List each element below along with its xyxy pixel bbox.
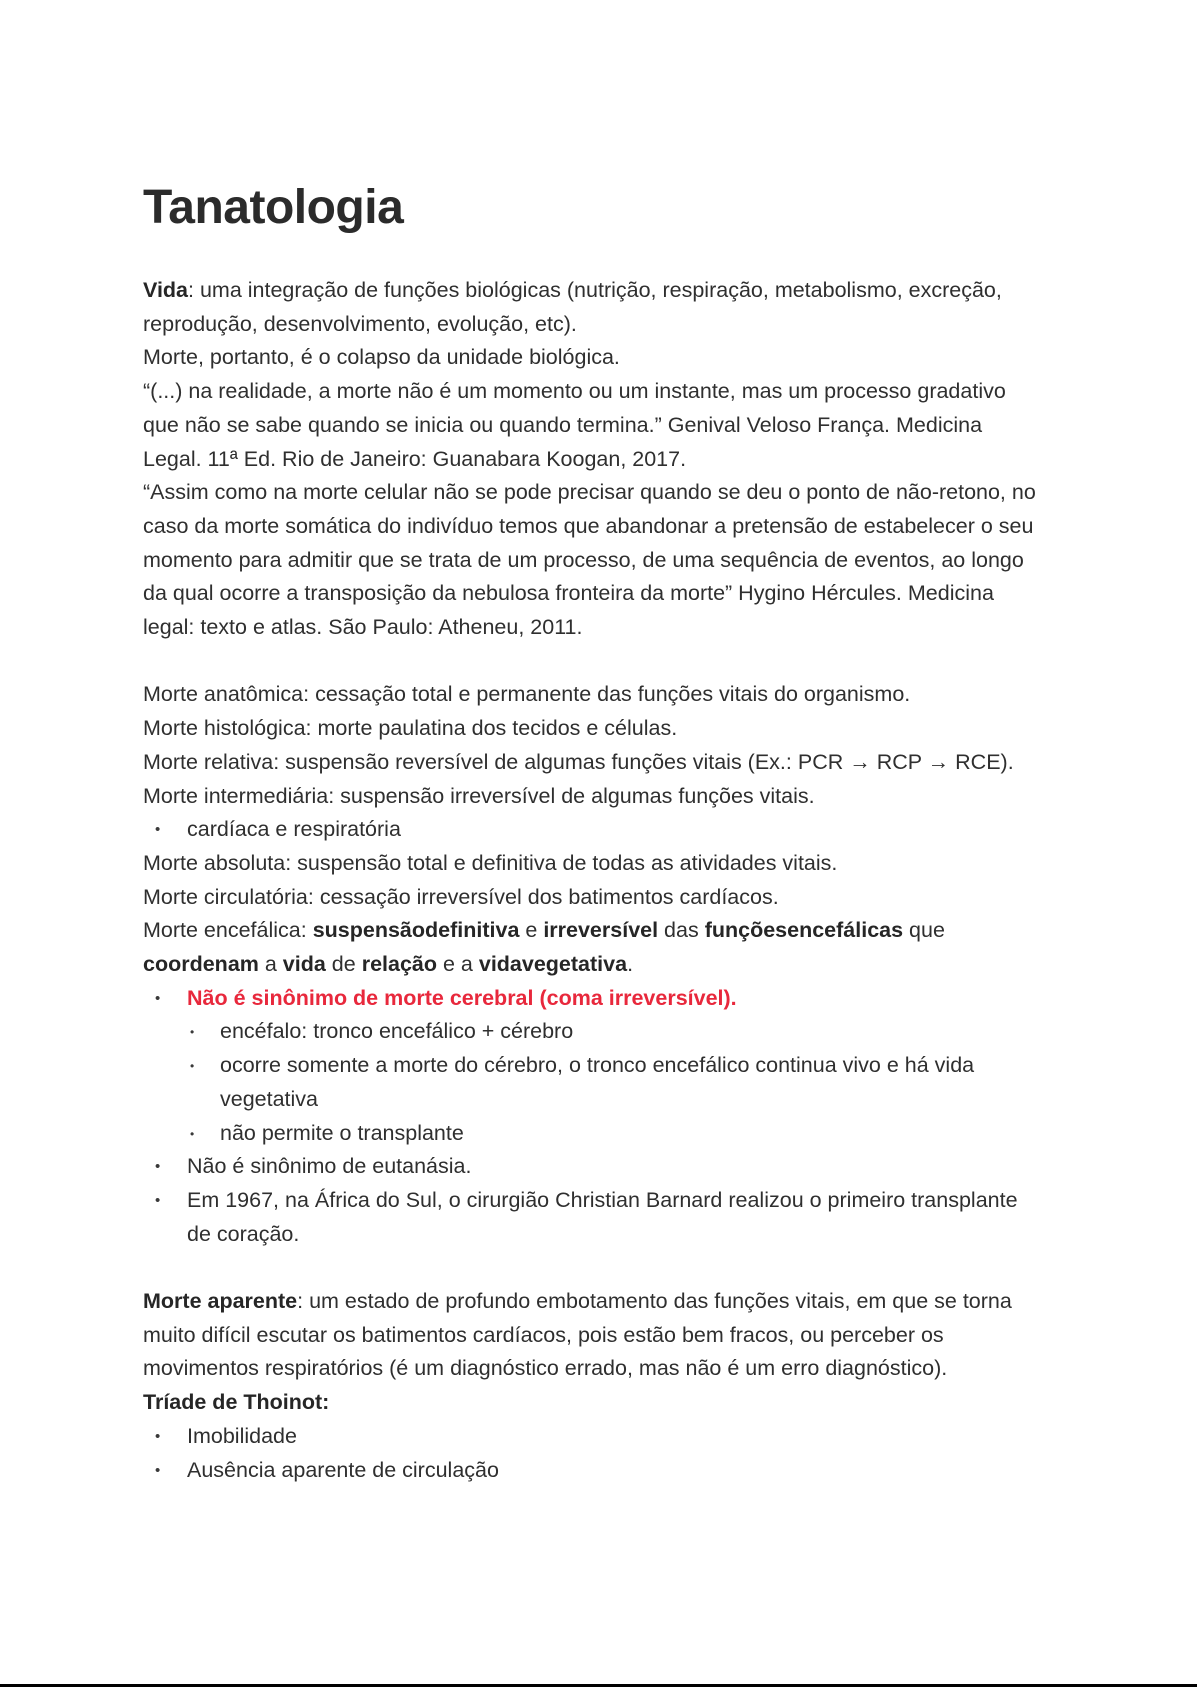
document-page [143, 180, 1043, 1487]
morte-circulatoria: Morte circulatória: cessação irreversível dos batimentos cardíacos. [143, 884, 779, 909]
sub-list [187, 1015, 1043, 1150]
vida-definition: : uma integração de funções biológicas (nutrição, respiração, metabolismo, excreção, reprodução, desenvolvimento, evolução, etc). [143, 278, 1002, 336]
triade-list [143, 1420, 1043, 1487]
encefalica-text-4: que [903, 918, 945, 943]
morte-aparente [143, 1285, 1043, 1386]
encefalica-text-7: e a [437, 952, 479, 977]
list-item: • cardíaca e respiratória [143, 813, 1043, 847]
vida-paragraph [143, 274, 1043, 341]
morte-intermediaria: Morte intermediária: suspensão irreversível de algumas funções vitais. [143, 783, 815, 808]
list-item: • Imobilidade [143, 1420, 1043, 1454]
quote-franca: “(...) na realidade, a morte não é um momento ou um instante, mas um processo gradativo que não se sabe quando se inicia ou quando termina.” Genival Veloso França. Medicina Legal. 11ª Ed. Rio de Janeiro: Guanabara Koogan, 2017. [143, 379, 1006, 471]
list-item: • Não é sinônimo de eutanásia. [143, 1150, 1043, 1184]
encefalica-text-2: e [519, 918, 544, 943]
encefalica-text-1: Morte encefálica: [143, 918, 313, 943]
document-body [143, 274, 1043, 1487]
list-item: • Em 1967, na África do Sul, o cirurgião Christian Barnard realizou o primeiro transplante de coração. [143, 1184, 1043, 1251]
page-title: Tanatologia [143, 181, 404, 234]
highlight-warning: Não é sinônimo de morte cerebral (coma irreversível). [187, 985, 737, 1010]
morte-histologica: Morte histológica: morte paulatina dos tecidos e células. [143, 716, 678, 741]
encefalica-text-6: de [325, 952, 362, 977]
paragraph-gap [143, 1251, 1043, 1285]
quote-hercules: “Assim como na morte celular não se pode precisar quando se deu o ponto de não-retono, no caso da morte somática do indivíduo temos que abandonar a pretensão de estabelecer o seu momento para admitir que se trata de um processo, de uma sequência de eventos, ao longo da qual ocorre a transposição da nebulosa fronteira da morte” Hygino Hércules. Medicina legal: texto e atlas. São Paulo: Atheneu, 2011. [143, 480, 1036, 640]
morte-line: Morte, portanto, é o colapso da unidade biológica. [143, 345, 620, 370]
encefalica-text-8: . [627, 952, 634, 977]
aparente-term: Morte aparente [143, 1289, 298, 1314]
encefalica-list [143, 982, 1043, 1252]
morte-relativa: Morte relativa: suspensão reversível de algumas funções vitais (Ex.: PCR → RCP → RCE). [143, 749, 1014, 774]
sub-list-item: • ocorre somente a morte do cérebro, o tronco encefálico continua vivo e há vida vegetativa [187, 1049, 1043, 1116]
encefalica-text-5: a [258, 952, 283, 977]
encefalica-bold-2: irreversível [543, 918, 659, 943]
sub-list-item: • não permite o transplante [187, 1117, 1043, 1151]
intermediaria-list [143, 813, 1043, 847]
encefalica-bold-1: suspensãodefinitiva [312, 918, 520, 943]
encefalica-bold-5: vida [282, 952, 326, 977]
encefalica-bold-7: vidavegetativa [478, 952, 628, 977]
aparente-definition: : um estado de profundo embotamento das funções vitais, em que se torna muito difícil escutar os batimentos cardíacos, pois estão bem fracos, ou perceber os movimentos respiratórios (é um diagnóstico errado, mas não é um erro diagnóstico). [143, 1289, 1012, 1381]
triade-title: Tríade de Thoinot: [143, 1390, 330, 1415]
sub-list-item: • encéfalo: tronco encefálico + cérebro [187, 1015, 1043, 1049]
morte-absoluta: Morte absoluta: suspensão total e definitiva de todas as atividades vitais. [143, 850, 838, 875]
list-item: • Ausência aparente de circulação [143, 1454, 1043, 1488]
list-item [143, 982, 1043, 1151]
encefalica-bold-6: relação [361, 952, 438, 977]
encefalica-text-3: das [658, 918, 705, 943]
vida-term: Vida [143, 278, 189, 302]
morte-encefalica [143, 914, 1043, 981]
triade-heading [143, 1386, 1043, 1420]
encefalica-bold-4: coordenam [143, 952, 259, 977]
paragraph-gap [143, 645, 1043, 679]
morte-anatomica: Morte anatômica: cessação total e permanente das funções vitais do organismo. [143, 682, 911, 707]
encefalica-bold-3: funçõesencefálicas [704, 918, 904, 943]
